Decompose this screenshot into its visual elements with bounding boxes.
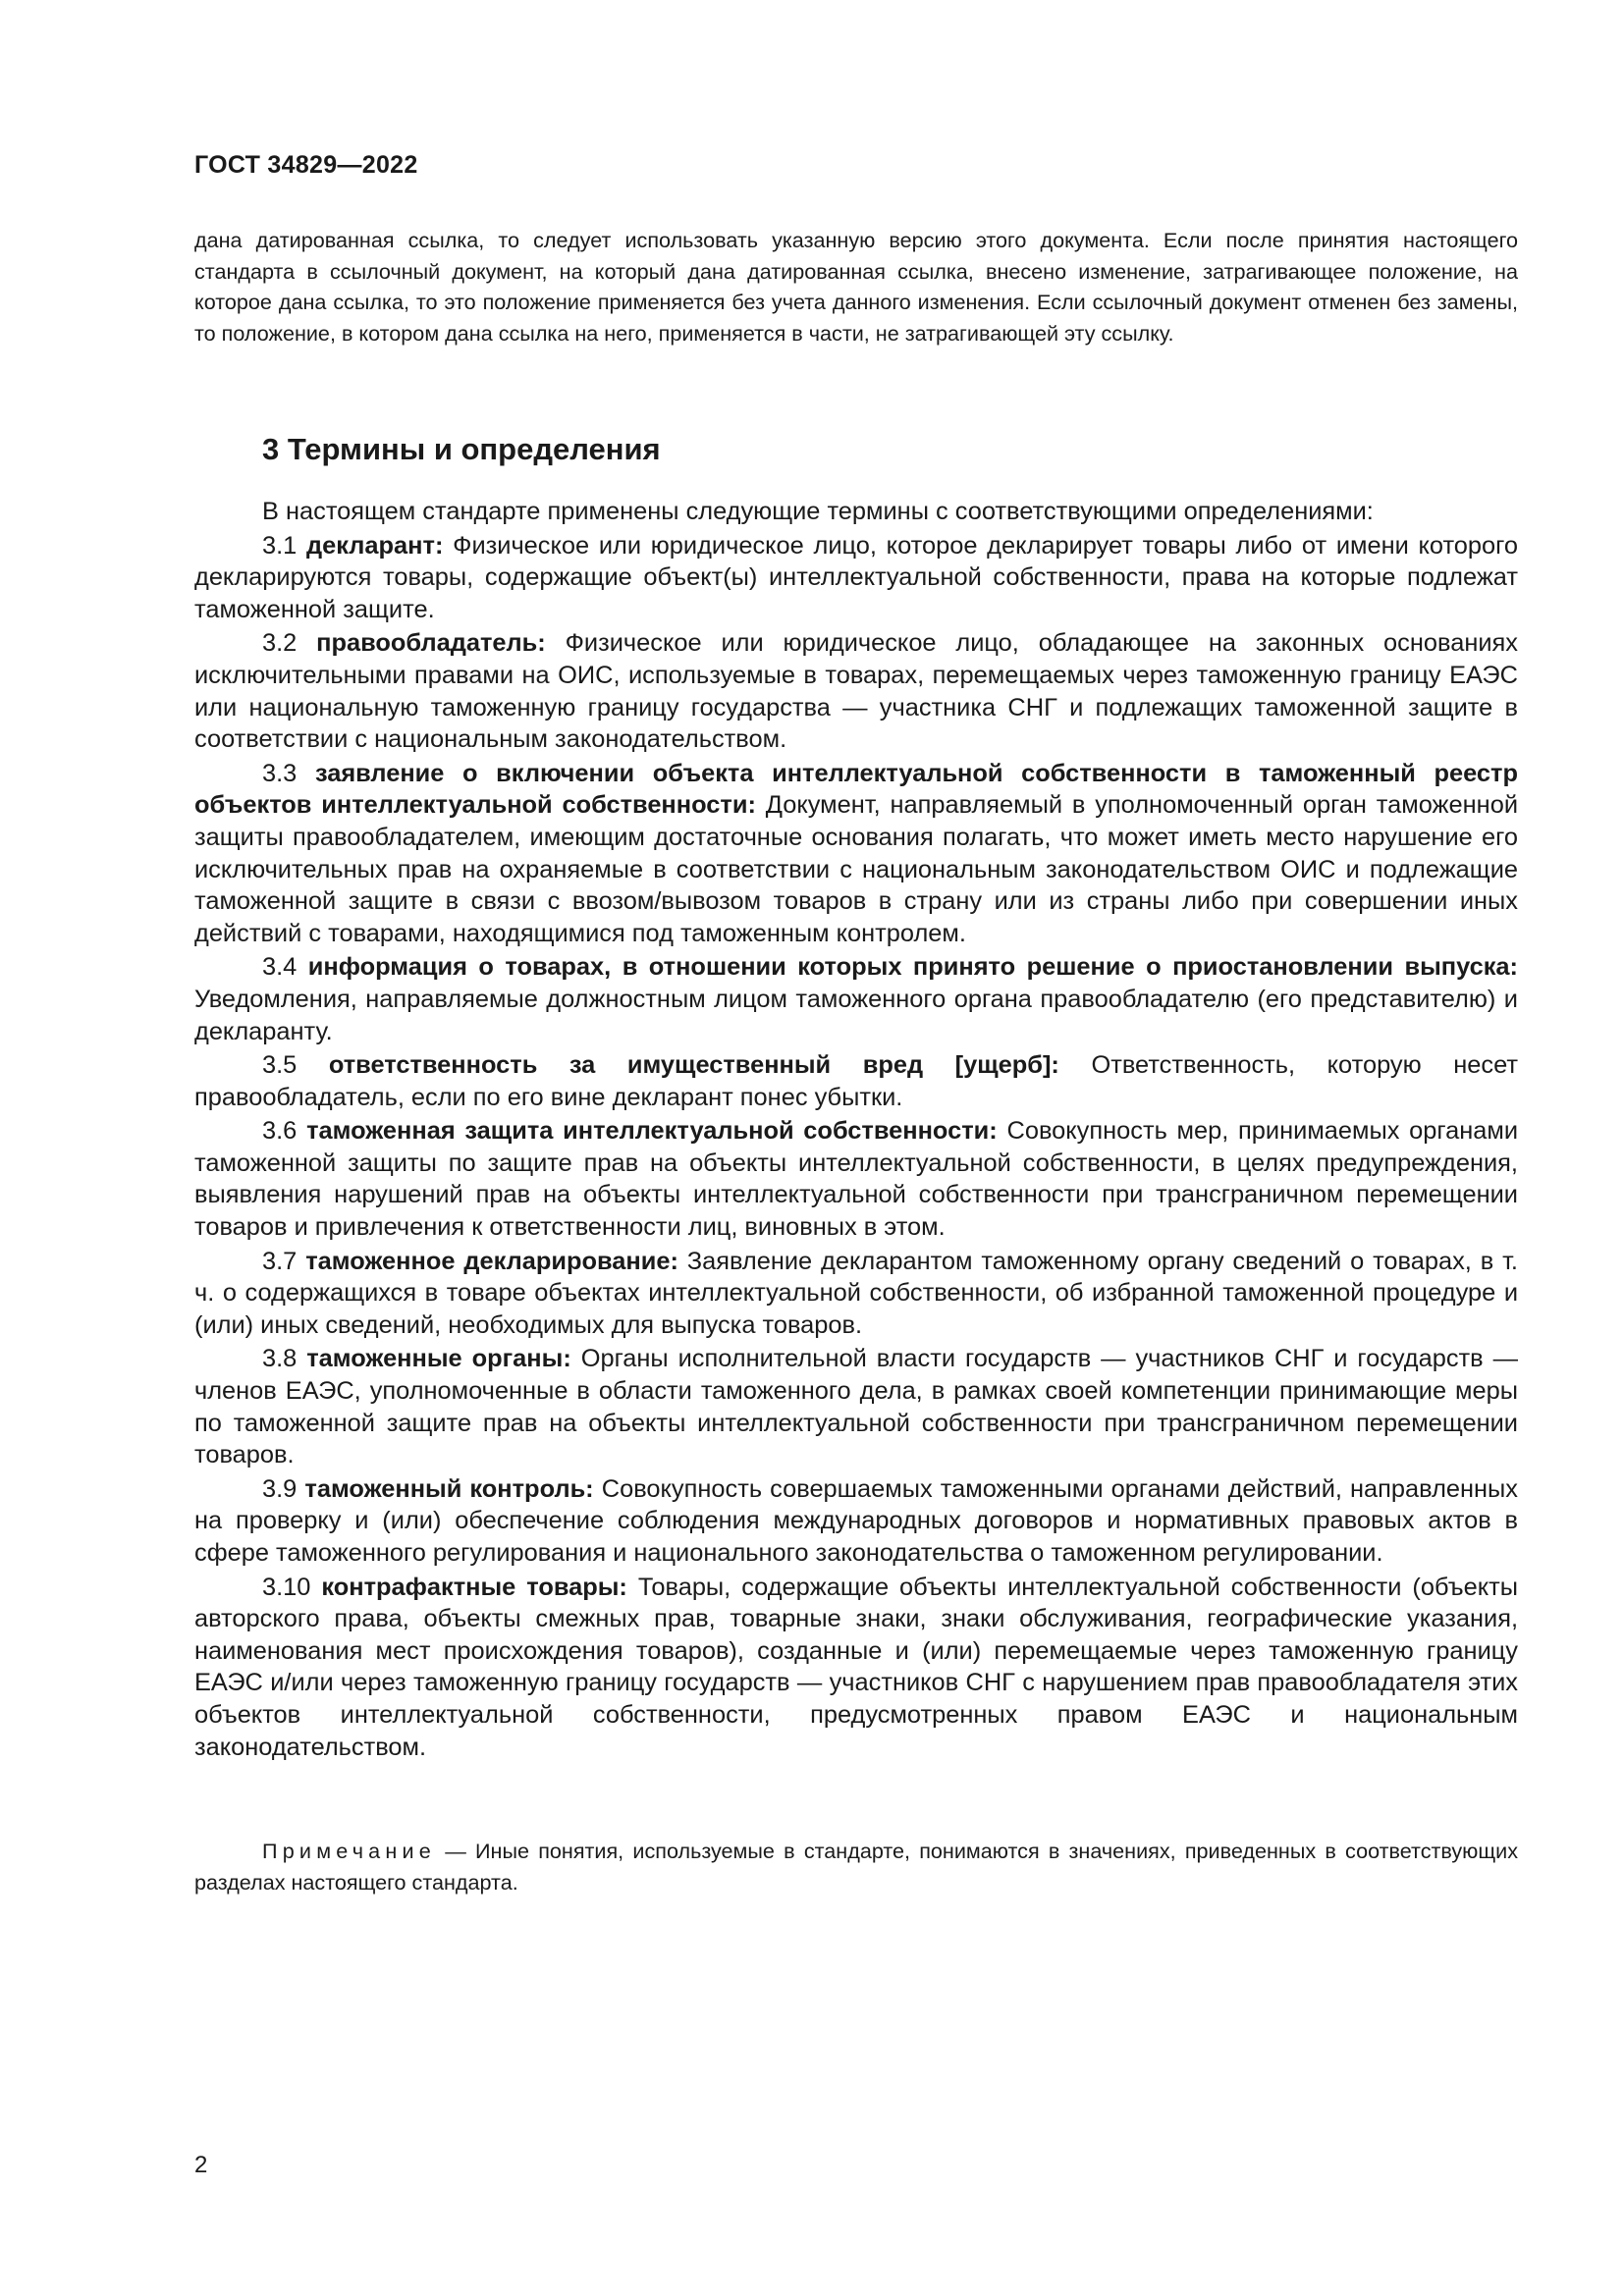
term-name: таможенный контроль: bbox=[304, 1474, 594, 1503]
term-definition: Совокупность совершаемых таможенными органами действий, направленных на проверку и (или) обеспечение соблюдения международных договоров и нормативных правовых актов в сфере таможенного регулирования и национального законодательства о таможенном регулировании. bbox=[194, 1474, 1518, 1567]
term-entry bbox=[194, 1246, 1518, 1342]
term-definition: Документ, направляемый в уполномоченный орган таможенной защиты правообладателем, имеющим достаточные основания полагать, что может иметь место нарушение его исключительных прав на охраняемые в соответствии с национальным законодательством ОИС и подлежащие таможенной защите в связи с ввозом/вывозом товаров в страну или из страны либо при совершении иных действий с товарами, находящимися под таможенным контролем. bbox=[194, 791, 1519, 947]
page-number: 2 bbox=[194, 2152, 208, 2178]
term-entry bbox=[194, 530, 1518, 626]
term-definition: Заявление декларантом таможенному органу сведений о товарах, в т. ч. о содержащихся в товаре объектах интеллектуальной собственности, об избранной таможенной процедуре и (или) иных сведений, необходимых для выпуска товаров. bbox=[194, 1247, 1518, 1339]
term-entry bbox=[194, 1343, 1518, 1470]
term-name: правообладатель: bbox=[316, 629, 546, 658]
term-number: 3.4 bbox=[262, 953, 298, 982]
term-number: 3.6 bbox=[262, 1117, 298, 1146]
term-number: 3.10 bbox=[262, 1573, 311, 1601]
term-name: таможенное декларирование: bbox=[305, 1247, 678, 1275]
term-entry bbox=[194, 758, 1518, 950]
term-name: таможенные органы: bbox=[306, 1345, 571, 1373]
section-title: 3 Термины и определения bbox=[262, 432, 661, 466]
term-definition: Физическое или юридическое лицо, которое декларирует товары либо от имени которого декларируются товары, содержащие объект(ы) интеллектуальной собственности, права на которые подлежат таможенной защите. bbox=[194, 531, 1518, 623]
term-name: информация о товарах, в отношении которых принято решение о приостановлении выпуска: bbox=[307, 953, 1518, 982]
term-definition: Уведомления, направляемые должностным лицом таможенного органа правообладателю (его представителю) и декларанту. bbox=[194, 985, 1518, 1045]
note-dash: — bbox=[436, 1839, 476, 1863]
term-number: 3.9 bbox=[262, 1474, 298, 1503]
term-number: 3.2 bbox=[262, 629, 298, 658]
term-number: 3.1 bbox=[262, 531, 298, 560]
term-entry bbox=[194, 1473, 1518, 1570]
term-name: ответственность за имущественный вред [ущерб]: bbox=[328, 1051, 1059, 1080]
note-text: Иные понятия, используемые в стандарте, понимаются в значениях, приведенных в соответствующих разделах настоящего стандарта. bbox=[194, 1839, 1518, 1895]
term-entry bbox=[194, 1115, 1518, 1243]
term-definition: Совокупность мер, принимаемых органами таможенной защиты по защите прав на объекты интеллектуальной собственности, в целях предупреждения, выявления нарушений прав на объекты интеллектуальной собственности при трансграничном перемещении товаров и привлечения к ответственности лиц, виновных в этом. bbox=[194, 1117, 1519, 1242]
term-entry bbox=[194, 1049, 1518, 1113]
section-lead: В настоящем стандарте применены следующие термины с соответствующими определениями: bbox=[262, 498, 1374, 525]
term-definition: Товары, содержащие объекты интеллектуальной собственности (объекты авторского права, объекты смежных прав, товарные знаки, знаки обслуживания, географические указания, наименования мест происхождения товаров), созданные и (или) перемещаемые через таможенную границу ЕАЭС и/или через таможенную границу государств — участников СНГ с нарушением прав правообладателя этих объектов интеллектуальной собственности, предусмотренных правом ЕАЭС и национальным законодательством. bbox=[194, 1573, 1518, 1761]
note-label: Примечание bbox=[262, 1839, 436, 1863]
term-name: заявление о включении объекта интеллектуальной собственности в таможенный реестр объектов интеллектуальной собственности: bbox=[194, 759, 1518, 820]
note bbox=[194, 1836, 1518, 1897]
term-number: 3.8 bbox=[262, 1345, 298, 1373]
term-definition: Ответственность, которую несет правообладатель, если по его вине декларант понес убытки. bbox=[194, 1051, 1518, 1111]
term-entry bbox=[194, 627, 1518, 755]
document-header: ГОСТ 34829—2022 bbox=[194, 151, 418, 179]
term-definition: Физическое или юридическое лицо, обладающее на законных основаниях исключительными правами на ОИС, используемые в товарах, перемещаемых через таможенную границу ЕАЭС или национальную таможенную границу государства — участника СНГ и подлежащих таможенной защите в соответствии с национальным законодательством. bbox=[194, 629, 1518, 754]
term-entry bbox=[194, 1572, 1518, 1764]
term-definition: Органы исполнительной власти государств — участников СНГ и государств — членов ЕАЭС, уполномоченные в области таможенного дела, в рамках своей компетенции принимающие меры по таможенной защите прав на объекты интеллектуальной собственности при трансграничном перемещении товаров. bbox=[194, 1345, 1518, 1469]
term-name: контрафактные товары: bbox=[321, 1573, 627, 1601]
term-number: 3.7 bbox=[262, 1247, 298, 1275]
term-number: 3.5 bbox=[262, 1051, 298, 1080]
intro-paragraph: дана датированная ссылка, то следует использовать указанную версию этого документа. Если после принятия настоящего стандарта в ссылочный документ, на который дана датированная ссылка, внесено изменение, затрагивающее положение, на которое дана ссылка, то это положение применяется без учета данного изменения. Если ссылочный документ отменен без замены, то положение, в котором дана ссылка на него, применяется в части, не затрагивающей эту ссылку. bbox=[194, 228, 1518, 346]
term-entry bbox=[194, 951, 1518, 1047]
term-name: таможенная защита интеллектуальной собственности: bbox=[306, 1117, 998, 1146]
term-number: 3.3 bbox=[262, 759, 298, 787]
terms-body bbox=[194, 496, 1518, 1763]
term-name: декларант: bbox=[306, 531, 444, 560]
